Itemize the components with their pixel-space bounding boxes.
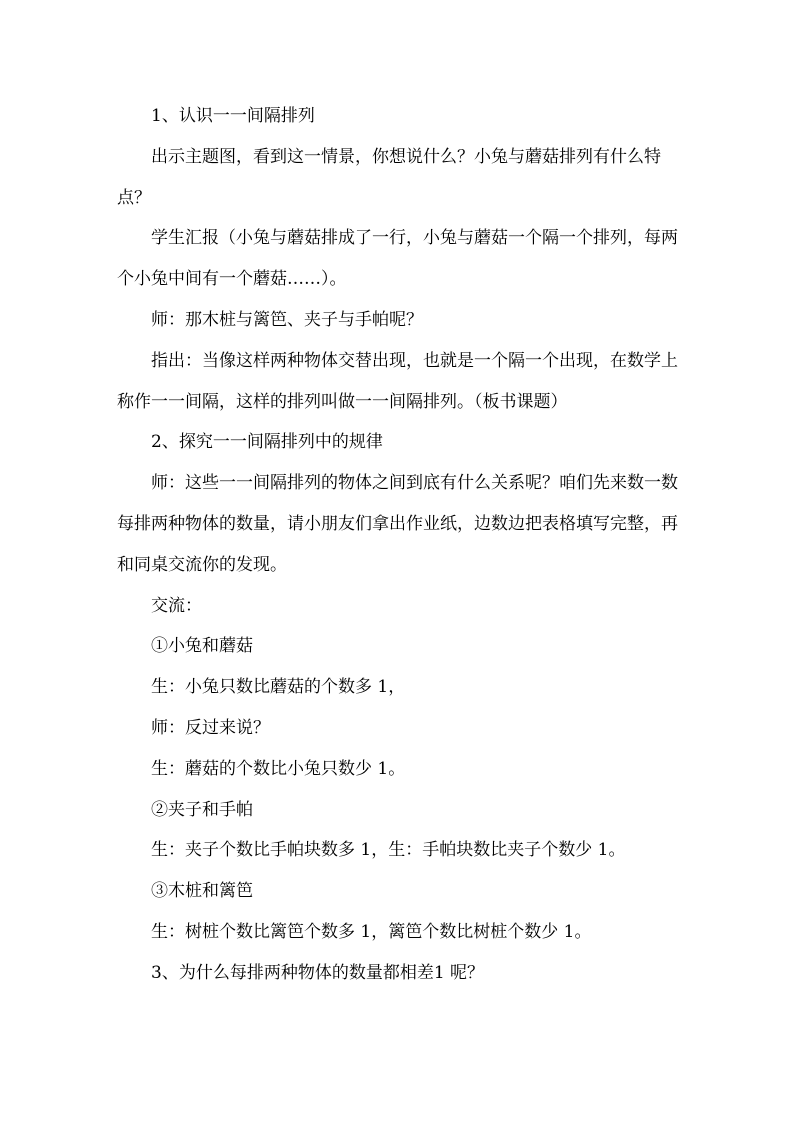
paragraph: 生：蘑菇的个数比小兔只数少 1。 <box>151 758 406 779</box>
paragraph: 师：这些一一间隔排列的物体之间到底有什么关系呢？咱们先来数一数每排两种物体的数量，请小朋友们拿出作业纸，边数边把表格填写完整，再和同桌交流你的发现。 <box>117 473 678 575</box>
paragraph: 生：小兔只数比蘑菇的个数多 1， <box>151 677 406 698</box>
section-heading-3: 3、为什么每排两种物体的数量都相差1 呢？ <box>151 962 485 983</box>
section-heading-2: 2、探究一一间隔排列中的规律 <box>151 432 383 453</box>
paragraph: 生：夹子个数比手帕块数多 1，生：手帕块数比夹子个数少 1。 <box>151 840 626 861</box>
section-heading-1: 1、认识一一间隔排列 <box>151 106 315 126</box>
list-item: ②夹子和手帕 <box>151 799 253 820</box>
paragraph: 交流： <box>151 595 202 616</box>
paragraph: 师：那木桩与篱笆、夹子与手帕呢？ <box>151 309 423 330</box>
document-body <box>117 96 679 994</box>
paragraph: 师：反过来说？ <box>151 717 270 738</box>
list-item: ①小兔和蘑菇 <box>151 636 253 657</box>
list-item: ③木桩和篱笆 <box>151 881 253 902</box>
paragraph: 指出：当像这样两种物体交替出现，也就是一个隔一个出现，在数学上称作一一间隔，这样的排列叫做一一间隔排列。（板书课题） <box>117 350 678 412</box>
paragraph: 生：树桩个数比篱笆个数多 1，篱笆个数比树桩个数少 1。 <box>151 921 592 942</box>
paragraph: 出示主题图，看到这一情景，你想说什么？小兔与蘑菇排列有什么特点？ <box>117 146 661 208</box>
paragraph: 学生汇报（小兔与蘑菇排成了一行，小兔与蘑菇一个隔一个排列，每两个小兔中间有一个蘑菇……）。 <box>117 228 678 290</box>
